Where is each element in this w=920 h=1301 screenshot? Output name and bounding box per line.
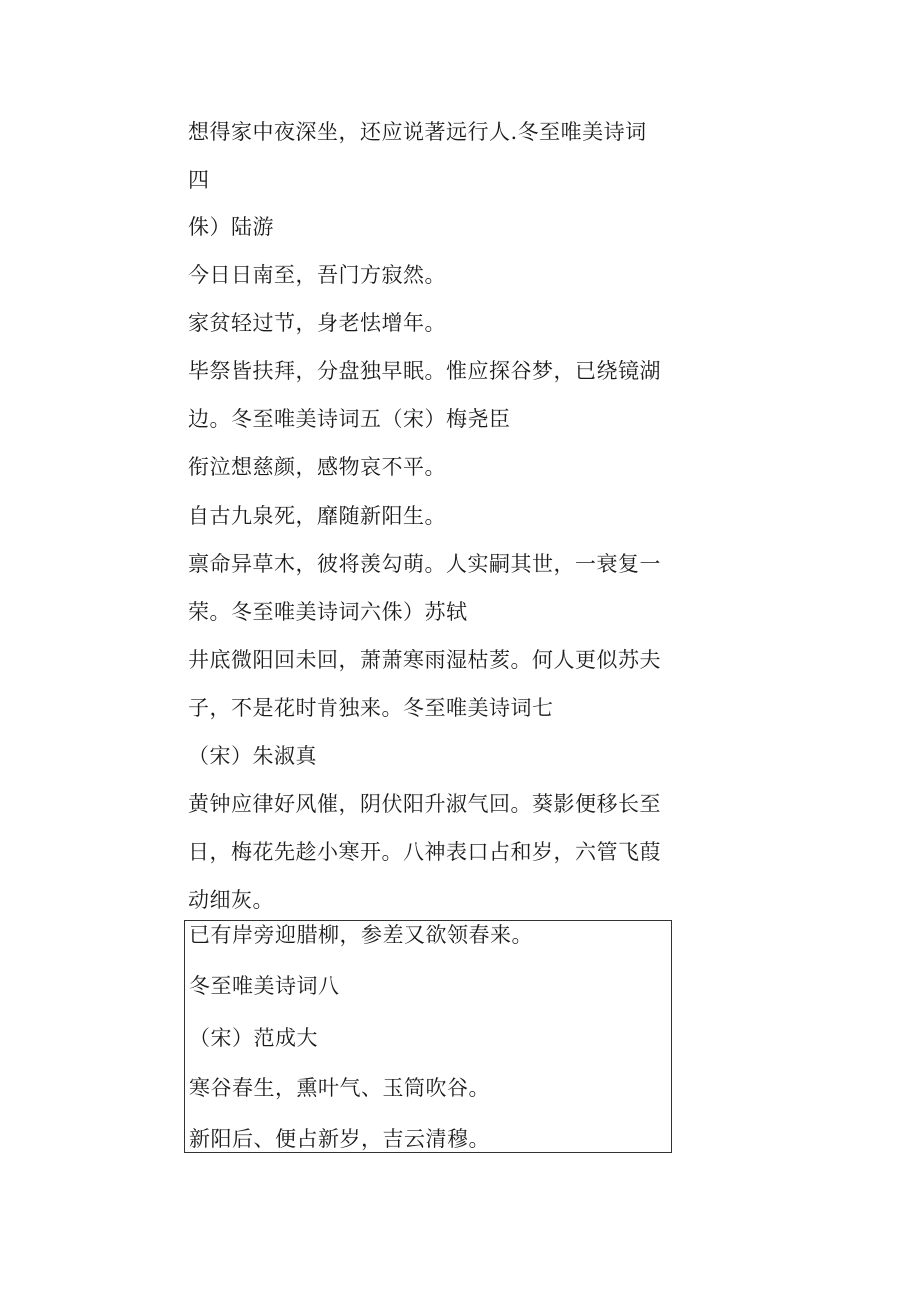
- text-line: 荣。冬至唯美诗词六侏）苏轼: [188, 600, 468, 624]
- text-line: 今日日南至，吾门方寂然。: [188, 263, 446, 287]
- text-line: 黄钟应律好风催，阴伏阳升淑气回。葵影便移长至: [188, 792, 661, 816]
- text-line: 动细灰。: [188, 888, 274, 912]
- text-line: 四: [188, 168, 210, 192]
- box-text-line: （宋）范成大: [189, 1026, 318, 1050]
- text-line: 家贫轻过节，身老怯增年。: [188, 311, 446, 335]
- text-line: 想得家中夜深坐，还应说著远行人.冬至唯美诗词: [188, 120, 647, 144]
- text-line: 井底微阳回未回，萧萧寒雨湿枯荄。何人更似苏夫: [188, 648, 661, 672]
- box-text-line: 寒谷春生，熏叶气、玉筒吹谷。: [189, 1076, 490, 1100]
- bordered-text-box: [184, 920, 672, 1153]
- text-line: （宋）朱淑真: [188, 744, 317, 768]
- text-line: 自古九泉死，靡随新阳生。: [188, 504, 446, 528]
- text-line: 禀命异草木，彼将羡勾萌。人实嗣其世，一衰复一: [188, 552, 661, 576]
- text-line: 侏）陆游: [188, 215, 274, 239]
- box-text-line: 已有岸旁迎腊柳，参差又欲领春来。: [189, 923, 533, 947]
- text-line: 子，不是花时肯独来。冬至唯美诗词七: [188, 696, 554, 720]
- text-line: 日，梅花先趁小寒开。八神表口占和岁，六管飞葭: [188, 840, 661, 864]
- text-line: 毕祭皆扶拜，分盘独早眠。惟应探谷梦，已绕镜湖: [188, 359, 661, 383]
- box-text-line: 冬至唯美诗词八: [189, 974, 340, 998]
- text-line: 衔泣想慈颜，感物哀不平。: [188, 455, 446, 479]
- text-line: 边。冬至唯美诗词五（宋）梅尧臣: [188, 407, 511, 431]
- box-text-line: 新阳后、便占新岁，吉云清穆。: [189, 1127, 490, 1151]
